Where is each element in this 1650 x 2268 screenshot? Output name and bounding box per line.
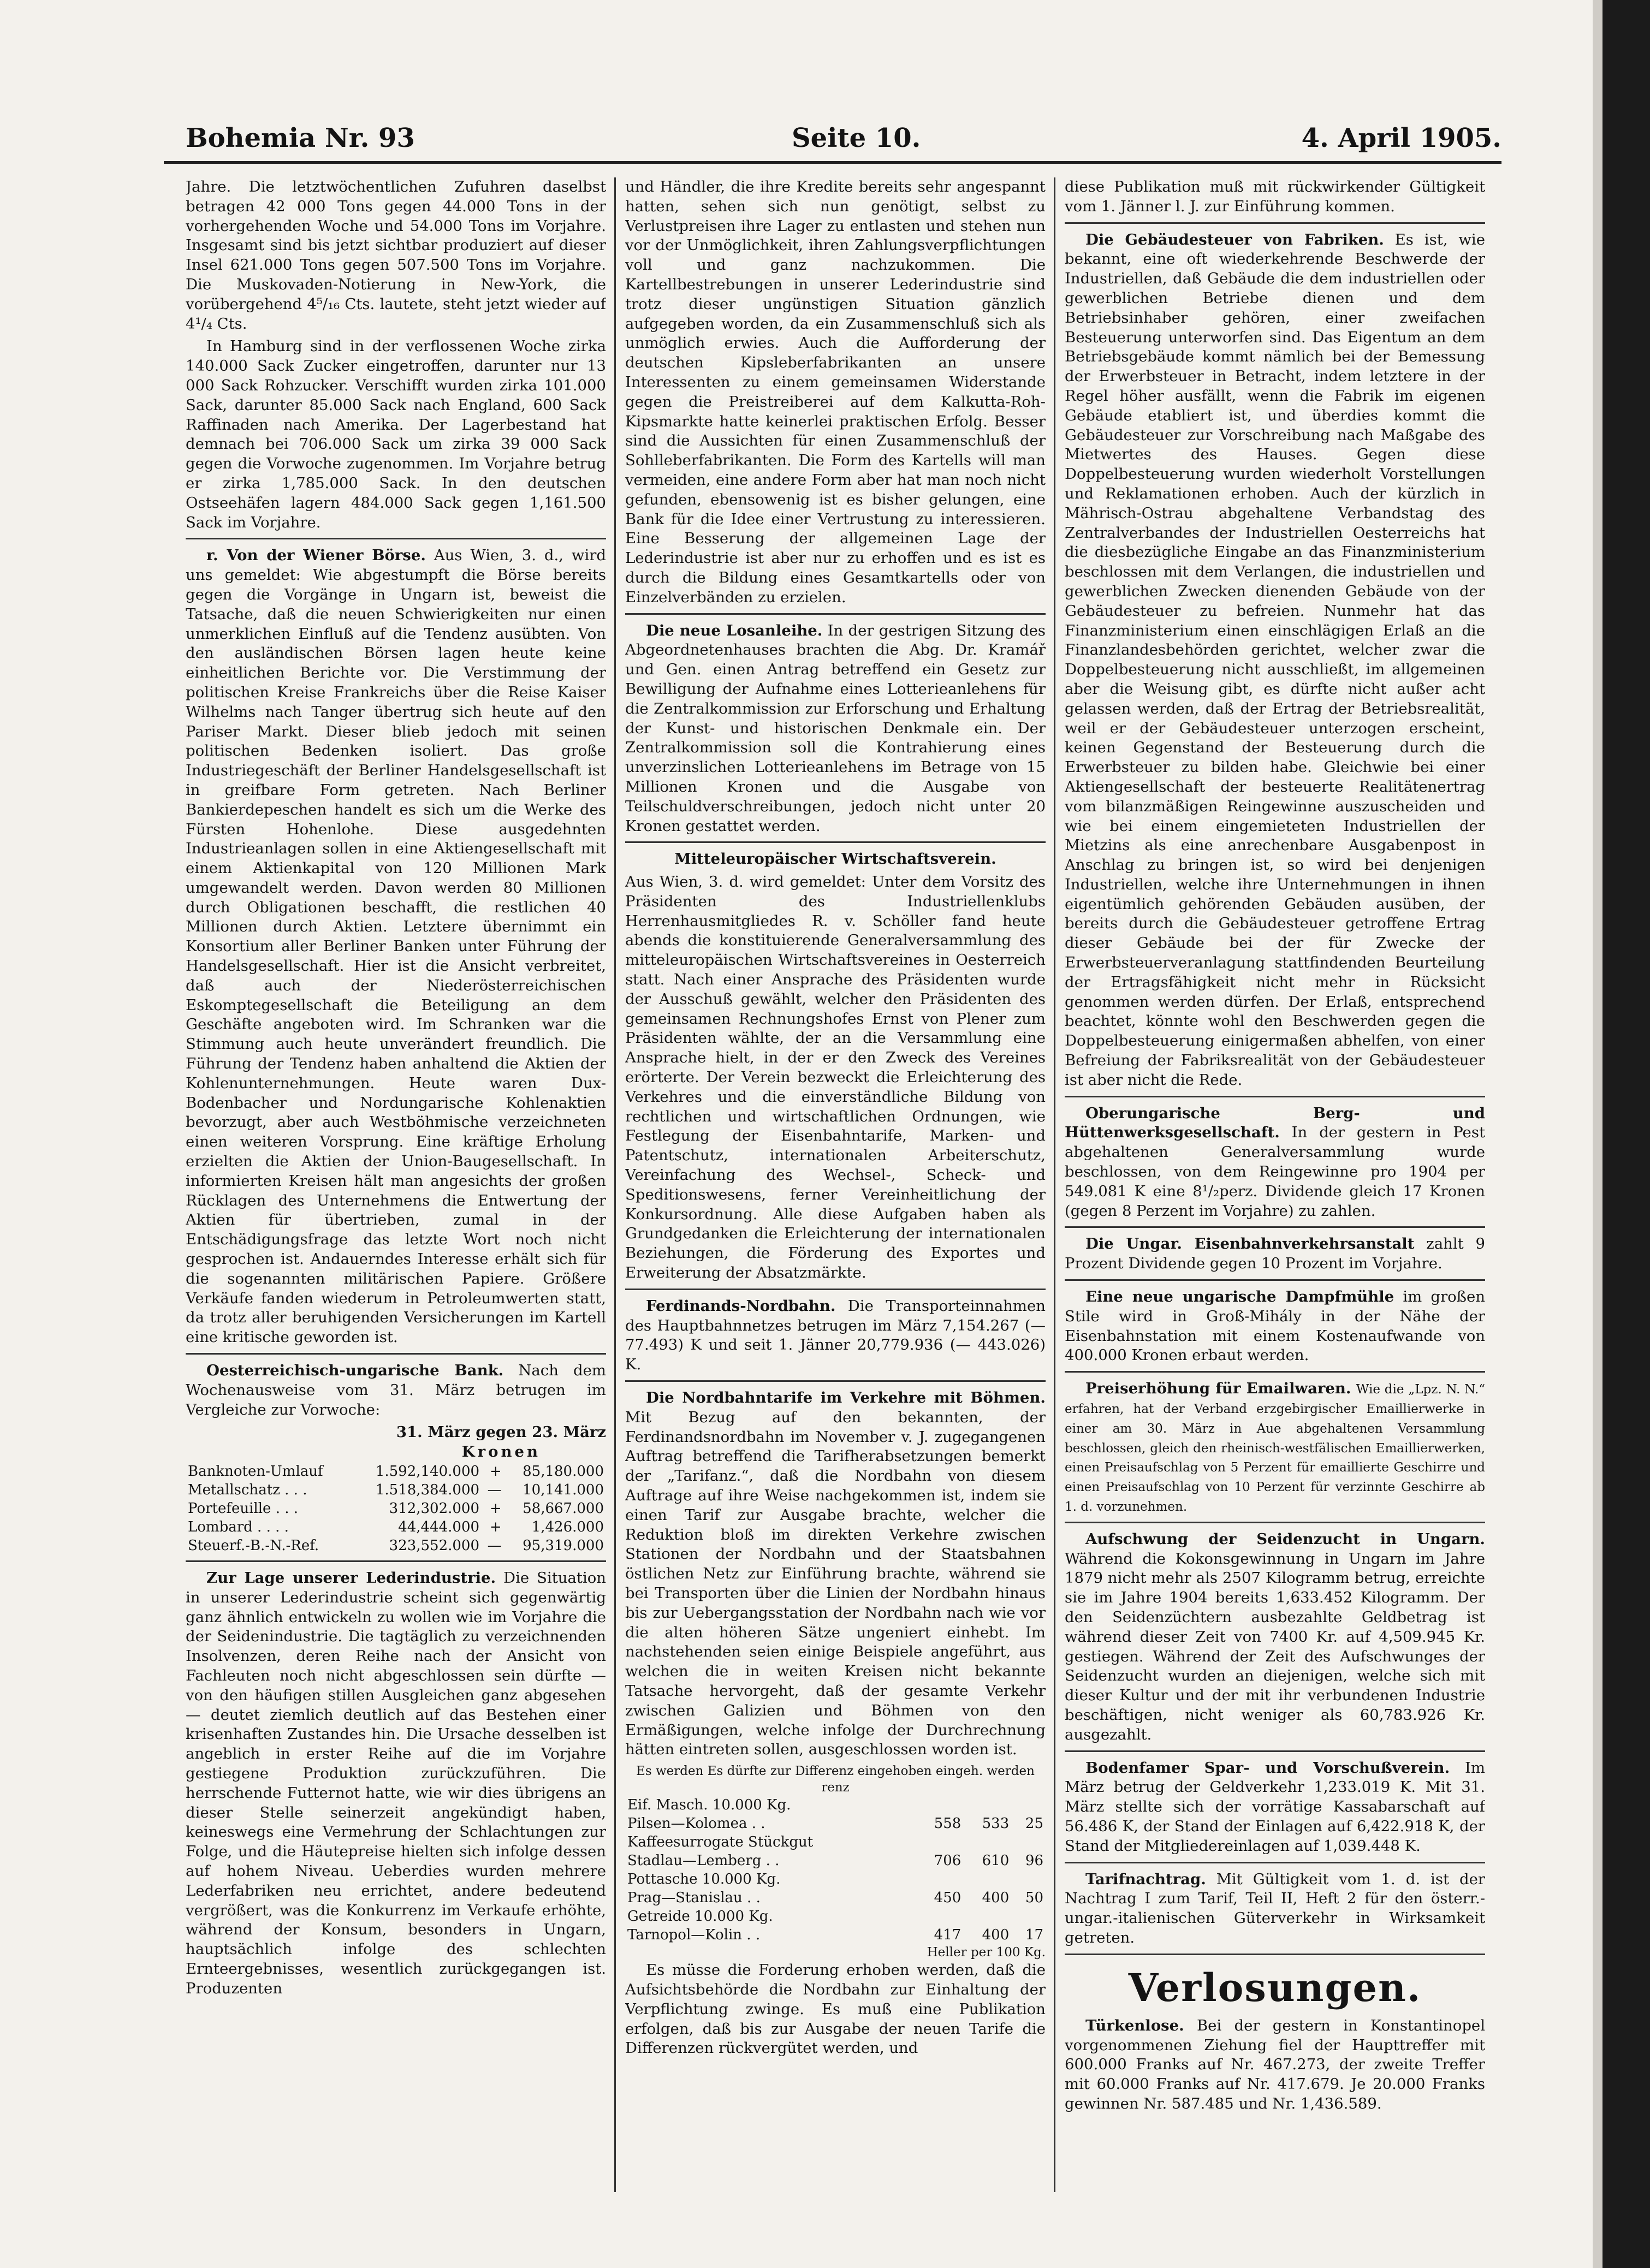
article-title: Die neue Losanleihe.	[646, 621, 823, 639]
cell: 400	[982, 1890, 1010, 1907]
article-body: Die Transporteinnahmen des Hauptbahnnetzes betrugen im März 7,154.267 (— 77.493) K und seit 1. Jänner 20,779.936 (— 443.026) K.	[625, 1297, 1046, 1374]
table-row	[186, 1499, 606, 1518]
bank-table-header: 31. März gegen 23. März	[396, 1423, 606, 1441]
article-body: im großen Stile wird in Groß-Mihály in der Nähe der Eisenbahnstation mit einem Kostenaufwande von 400.000 Kronen erbaut werden.	[1065, 1288, 1485, 1364]
newspaper-page	[164, 117, 1501, 2192]
article-body: Aus Wien, 3. d., wird uns gemeldet: Wie abgestumpft die Börse bereits gegen die Vorgänge in Ungarn ist, beweist die Tatsache, daß die neuen Schwierigkeiten nur einen unmerklichen Einfluß auf die Tendenz ausübten. Von den ausländischen Börsen lagen heute keine einheitlichen Berichte vor. Die Verstimmung der politischen Kreise Frankreichs über die Reise Kaiser Wilhelms nach Tanger übertrug sich heute auf den Pariser Markt. Dieser blieb jedoch mit seinen politischen Bedenken isoliert. Das große Industriegeschäft der Berliner Handelsgesellschaft ist in greifbare Form getreten. Nach Berliner Bankierdepeschen handelt es sich um die Werke des Fürsten Hohenlohe. Diese ausgedehnten Industrieanlagen sollen in eine Aktiengesellschaft mit einem Aktienkapital von 120 Millionen Mark umgewandelt werden. Davon werden 80 Millionen durch Obligationen beschafft, die restlichen 40 Millionen durch Aktien. Letztere übernimmt ein Konsortium aller Berliner Banken unter Führung der Handelsgesellschaft. Hier ist die Ansicht verbreitet, daß auch der Niederösterreichischen Eskomptegesellschaft die Beteiligung an dem Geschäfte angeboten wird. Im Schranken war die Stimmung auch heute unverändert freundlich. Die Führung der Tendenz haben anhaltend die Aktien der Kohlenunternehmungen. Heute waren Dux-Bodenbacher und Nordungarische Kohlenaktien bevorzugt, aber auch Westböhmische verzeichneten einen weiteren Vorsprung. Eine kräftige Erholung erzielten die Aktien der Union-Baugesellschaft. In informierten Kreisen hält man angesichts der großen Rücklagen des Unternehmens die Entwertung der Aktien für übertrieben, zumal in der Entschädigungsfrage das letzte Wort noch nicht gesprochen ist. Andauerndes Interesse erhält sich für die sogenannten militärischen Papiere. Größere Verkäufe fanden wiederum in Petroleumwerten statt, da trotz aller beruhigenden Versicherungen im Kartell eine kritische geworden ist.	[186, 547, 606, 1346]
article-body: Während die Kokonsgewinnung in Ungarn im Jahre 1879 nicht mehr als 2507 Kilogramm betrug, erreichte sie im Jahre 1904 bereits 1,633.452 Kilogramm. Der den Seidenzüchtern ausbezahlte Geldbetrag ist während dieser Zeit von 7400 Kr. auf 4,509.945 Kr. gestiegen. Während der Zeit des Aufschwunges der Seidenzucht wurden an diejenigen, welche sich mit dieser Kultur und der mit ihr verbundenen Industrie beschäftigen, nicht weniger als 60,783.926 Kr. ausgezahlt.	[1065, 1549, 1485, 1743]
row-value: 1.592,140.000	[375, 1463, 480, 1480]
row-sign: —	[487, 1482, 502, 1498]
issue-date: 4. April 1905.	[1301, 123, 1501, 153]
article-title: Die Gebäudesteuer von Fabriken.	[1085, 230, 1384, 248]
row-value: 44,444.000	[398, 1519, 480, 1535]
paragraph: diese Publikation muß mit rückwirkender Gültigkeit vom 1. Jänner l. J. zur Einführung kommen.	[1065, 178, 1485, 215]
divider	[1065, 1096, 1485, 1097]
cell	[963, 1796, 1011, 1814]
table-row	[625, 1926, 1046, 1944]
article	[1065, 1287, 1485, 1365]
cell: 610	[982, 1853, 1010, 1869]
table-row	[625, 1833, 1046, 1851]
row-change: 1,426.000	[531, 1519, 604, 1535]
row-label: Eif. Masch. 10.000 Kg.	[627, 1797, 791, 1814]
article-title: Preiserhöhung für Emailwaren.	[1085, 1380, 1351, 1398]
divider	[1065, 222, 1485, 224]
cell: 96	[1025, 1853, 1043, 1869]
row-label: Lombard . . . .	[188, 1519, 289, 1535]
table-row	[625, 1814, 1046, 1833]
row-label: Prag—Stanislau . .	[627, 1890, 761, 1907]
table-row	[625, 1870, 1046, 1889]
article	[1065, 1530, 1485, 1745]
article-body: In der gestern in Pest abgehaltenen Generalversammlung wurde beschlossen, von dem Reingewinne pro 1904 per 549.081 K eine 8¹/₂perz. Dividende gleich 17 Kronen (gegen 8 Perzent im Vorjahre) zu zahlen.	[1065, 1124, 1485, 1220]
article-title: Türkenlose.	[1085, 2016, 1184, 2034]
article-body: Mit Gültigkeit vom 1. d. ist der Nachtrag I zum Tarif, Teil II, Heft 2 für den österr.-ungar.-italienischen Güterverkehr in Wirksamkeit getreten.	[1065, 1870, 1485, 1946]
row-sign: +	[489, 1500, 502, 1517]
row-sign: +	[489, 1463, 502, 1480]
row-change: 95,319.000	[523, 1537, 604, 1554]
column-rule	[1054, 177, 1055, 2192]
column-rule	[614, 177, 616, 2192]
tarif-table-header: Es werden Es dürfte zur Differenz eingehoben eingeh. werden renz	[636, 1764, 1035, 1795]
article-body: Im März betrug der Geldverkehr 1,233.019 K. Mit 31. März stellte sich der vorrätige Kassabarschaft auf 56.486 K, der Stand der Einlagen auf 6,422.918 K, der Stand der Mitgliedereinlagen auf 1,039.448 K.	[1065, 1759, 1485, 1855]
publication-name: Bohemia Nr. 93	[186, 123, 415, 153]
article-body: In der gestrigen Sitzung des Abgeordnetenhauses brachten die Abg. Dr. Kramář und Gen. einen Antrag betreffend ein Gesetz zur Bewilligung der Aufnahme eines Lotterieanlehens für die Zentralkommission zur Erforschung und Erhaltung der Kunst- und historischen Denkmale ein. Der Zentralkommission soll die Kontrahierung eines unverzinslichen Lotterieanlehens im Betrage von 15 Millionen Kronen und die Ausgabe von Teilschuldverschreibungen, jedoch nicht unter 20 Kronen gestattet werden.	[625, 621, 1046, 835]
cell	[915, 1907, 963, 1926]
cell	[963, 1907, 1011, 1926]
row-label: Steuerf.-B.-N.-Ref.	[188, 1537, 319, 1554]
paragraph: Es müsse die Forderung erhoben werden, daß die Aufsichtsbehörde die Nordbahn zur Einhaltung der Verpflichtung zwinge. Es muß eine Publikation erfolgen, daß bis zur Ausgabe der neuen Tarife die Differenzen rückvergütet werden, und	[625, 1961, 1046, 2057]
row-label: Metallschatz . . .	[188, 1482, 307, 1498]
cell	[1011, 1833, 1046, 1851]
cell: 17	[1025, 1927, 1043, 1944]
divider	[1065, 1954, 1485, 1955]
cell	[1011, 1796, 1046, 1814]
row-value: 1.518,384.000	[375, 1482, 480, 1498]
article-body: Wie die „Lpz. N. N.“ erfahren, hat der Verband erzgebirgischer Emaillierwerke in einer am 30. März in Aue abgehaltenen Versammlung beschlossen, gleich den rheinisch-westfälischen Emaillierwerken, einen Preisaufschlag von 5 Perzent für emaillierte Geschirre und einen Preisaufschlag von 10 Perzent für verzinnte Geschirre ab 1. d. vorzunehmen.	[1065, 1382, 1485, 1514]
page-number: Seite 10.	[792, 123, 921, 153]
cell	[1011, 1907, 1046, 1926]
article	[186, 1569, 606, 1999]
article	[1065, 1759, 1485, 1856]
bank-table	[186, 1462, 606, 1555]
divider	[1065, 1862, 1485, 1863]
row-label: Stadlau—Lemberg . .	[627, 1853, 780, 1869]
article-body: Die Situation in unserer Lederindustrie scheint sich gegenwärtig ganz ähnlich entwickeln zu wollen wie im Vorjahre die der Seidenindustrie. Die tagtäglich zu verzeichnenden Insolvenzen, deren Reihe nach der Ansicht von Fachleuten noch nicht abgeschlossen sein dürfte — von den häufigen stillen Ausgleichen ganz abgesehen — deutet ziemlich deutlich auf das Bestehen einer krisenhaften Zustandes hin. Die Ursache desselben ist angeblich in erster Reihe auf die im Vorjahre gestiegene Produktion zurückzuführen. Die herrschende Futternot hatte, wie wir dies übrigens an dieser Stelle seinerzeit angekündigt haben, keineswegs eine Vermehrung der Schlachtungen zur Folge, und die Häutepreise hielten sich infolge dessen auf hohem Niveau. Ueberdies wurden mehrere Lederfabriken neu errichtet, andere bedeutend vergrößert, was die Konkurrenz im Verkaufe erhöhte, während der Konsum, besonders in Ungarn, hauptsächlich infolge des schlechten Ernteergebnisses, wesentlich zurückgegangen ist. Produzenten	[186, 1569, 606, 1997]
column-2	[625, 177, 1046, 2192]
table-row	[625, 1851, 1046, 1870]
table-row	[186, 1518, 606, 1536]
article-body: Mit Bezug auf den bekannten, der Ferdinandsnordbahn im November v. J. zugegangenen Auftrag betreffend die Tarifherabsetzungen bemerkt der „Tarifanz.“, daß die Nordbahn von diesem Auftrage auf ihre Weise nachgekommen ist, indem sie einen Tarif zur Ausgabe brachte, welcher die Reduktion bloß im direkten Verkehre zwischen Stationen der Nordbahn und der Staatsbahnen östlichen Netz zur Einführung brachte, während sie bei Transporten über die Linien der Nordbahn hinaus bis zur Uebergangsstation der Nordbahn nach wie vor die alten höheren Sätze ungeniert einhebt. Im nachstehenden seien einige Beispiele angeführt, aus welchen die in weiten Kreisen nicht bekannte Tatsache hervorgeht, daß der gesamte Verkehr zwischen Galizien und Böhmen von den Ermäßigungen, welche infolge der Durchrechnung hätten eintreten sollen, ausgeschlossen worden ist.	[625, 1408, 1046, 1759]
row-label: Tarnopol—Kolin . .	[627, 1927, 761, 1944]
article	[186, 1361, 606, 1420]
row-label: Getreide 10.000 Kg.	[627, 1908, 773, 1925]
divider	[186, 538, 606, 539]
article	[1065, 1104, 1485, 1221]
table-row	[186, 1481, 606, 1499]
paragraph: In Hamburg sind in der verflossenen Woche zirka 140.000 Sack Zucker eingetroffen, darunter nur 13 000 Sack Rohzucker. Verschifft wurden zirka 101.000 Sack, darunter 85.000 Sack nach England, 600 Sack Raffinaden nach Amerika. Der Lagerbestand hat demnach bei 706.000 Sack um zirka 39 000 Sack gegen die Vorwoche zugenommen. Im Vorjahre betrug er zirka 1,785.000 Sack. In den deutschen Ostseehäfen lagern 484.000 Sack gegen 1,161.500 Sack im Vorjahre.	[186, 337, 606, 531]
cell: 400	[982, 1927, 1010, 1944]
cell	[915, 1833, 963, 1851]
cell: 50	[1025, 1890, 1043, 1907]
article-title: Oesterreichisch-ungarische Bank.	[206, 1362, 504, 1380]
divider	[1065, 1750, 1485, 1752]
divider	[1065, 1522, 1485, 1523]
cell	[1011, 1870, 1046, 1889]
article	[625, 1388, 1046, 1760]
article	[625, 621, 1046, 836]
row-value: 323,552.000	[389, 1537, 480, 1554]
divider	[186, 1353, 606, 1355]
cell: 706	[934, 1853, 961, 1869]
row-value: 312,302.000	[389, 1500, 480, 1517]
article-body: Es ist, wie bekannt, eine oft wiederkehrende Beschwerde der Industriellen, daß Gebäude die dem industriellen oder gewerblichen Betriebe dienen und dem Betriebsinhaber gehören, einer zweifachen Besteuerung unterworfen sind. Das Eigentum an dem Betriebsgebäude kommt nämlich bei der Bemessung der Erwerbsteuer in Betracht, indem letztere in der Regel höher ausfällt, wenn die Fabrik im eigenen Gebäude etabliert ist, und überdies kommt die Gebäudesteuer zur Vorschreibung nach Maßgabe des Mietwertes des Hauses. Gegen diese Doppelbesteuerung wurden wiederholt Vorstellungen und Reklamationen erhoben. Auch der kürzlich in Mährisch-Ostrau abgehaltene Verbandstag des Zentralverbandes der Industriellen Oesterreichs hat die diesbezügliche Eingabe an das Finanzministerium beschlossen mit dem Verlangen, die industriellen und gewerblichen Zwecken dienenden Gebäude von der Gebäudesteuer zu befreien. Nunmehr hat das Finanzministerium einen einschlägigen Erlaß an die Finanzlandesbehörden gerichtet, welcher zwar die Doppelbesteuerung nicht ausschließt, im allgemeinen aber die Weisung gibt, es dürfte nicht außer acht gelassen werden, daß der Ertrag der Betriebsrealität, weil er der Gebäudesteuer unterzogen erscheint, keinen Gegenstand der Besteuerung durch die Erwerbsteuer zu bilden habe. Gleichwie bei einer Aktiengesellschaft der besteuerte Realitätenertrag vom bilanzmäßigen Reingewinne auszuscheiden und wie bei einem eingemieteten Industriellen der Mietzins als eine anrechenbare Ausgabenpost in Anschlag zu bringen ist, so wird bei denjenigen Industriellen, welche ihre Unternehmungen in ihnen eigentümlich gehörenden Gebäuden ausüben, der bereits durch die Gebäudesteuer getroffene Ertrag dieser Gebäude bei der für Zwecke der Erwerbsteuerveranlagung stattfindenden Beurteilung der Ertragsfähigkeit nicht mehr in Rücksicht genommen werden dürfen. Der Erlaß, entsprechend beachtet, könnte wohl den Beschwerden gegen die Doppelbesteuerung einigermaßen abhelfen, von einer Befreiung der Fabriksrealität von der Gebäudesteuer ist aber nicht die Rede.	[1065, 230, 1485, 1089]
row-label: Portefeuille . . .	[188, 1500, 299, 1517]
article-title: Aufschwung der Seidenzucht in Ungarn.	[1085, 1530, 1485, 1548]
section-heading: Verlosungen.	[1128, 1964, 1422, 2010]
article	[1065, 1379, 1485, 1516]
cell: 450	[934, 1890, 961, 1907]
article	[1065, 230, 1485, 1090]
row-label: Pilsen—Kolomea . .	[627, 1815, 765, 1832]
cell: 25	[1025, 1815, 1043, 1832]
cell: 533	[982, 1815, 1010, 1832]
article-title: Tarifnachtrag.	[1085, 1870, 1206, 1888]
article-body: Nach dem Wochenausweise vom 31. März betrugen im Vergleiche zur Vorwoche:	[186, 1362, 606, 1418]
row-sign: —	[487, 1537, 502, 1554]
paragraph: Jahre. Die letztwöchentlichen Zufuhren daselbst betragen 42 000 Tons gegen 44.000 Tons in der vorhergehenden Woche und 54.000 Tons im Vorjahre. Insgesamt sind bis jetzt sichtbar produziert auf dieser Insel 621.000 Tons gegen 507.500 Tons im Vorjahre. Die Muskovaden-Notierung in New-York, die vorübergehend 4⁵/₁₆ Cts. lautete, steht jetzt wieder auf 4¹/₄ Cts.	[186, 178, 606, 333]
table-row	[625, 1889, 1046, 1907]
cell	[963, 1833, 1011, 1851]
article-title: Zur Lage unserer Lederindustrie.	[206, 1569, 496, 1587]
column-1	[186, 177, 606, 2192]
article-title: Eine neue ungarische Dampfmühle	[1085, 1288, 1394, 1306]
article	[1065, 1234, 1485, 1274]
table-row	[186, 1462, 606, 1481]
article	[1065, 1870, 1485, 1948]
divider	[186, 1560, 606, 1562]
cell	[963, 1870, 1011, 1889]
paragraph: und Händler, die ihre Kredite bereits sehr angespannt hatten, sehen sich nun genötigt, selbst zu Verlustpreisen ihre Lager zu entlasten und stehen nun vor der Unmöglichkeit, ihren Zahlungsverpflichtungen voll und ganz nachzukommen. Die Kartellbestrebungen in unserer Lederindustrie sind trotz dieser ungünstigen Situation gänzlich aufgegeben worden, da ein Zusammenschluß sich als unmöglich erwies. Auch die Aufforderung der deutschen Kipsleberfabrikanten an unsere Interessenten zu einem gemeinsamen Widerstande gegen die Preistreiberei auf dem Kalkutta-Roh-Kipsmarkte hatte keinerlei praktischen Erfolg. Besser sind die Aussichten für einen Zusammenschluß der Sohlleberfabrikanten. Die Form des Kartells will man vermeiden, eine andere Form aber hat man noch nicht gefunden, ebensowenig ist es bisher gelungen, eine Bank für die Idee einer Vertrustung zu interessieren. Eine Besserung der allgemeinen Lage der Lederindustrie ist aber nur zu erhoffen und es ist es durch die Bildung eines Gesamtkartells oder von Einzelverbänden zu erzielen.	[625, 178, 1046, 606]
divider	[625, 1380, 1046, 1382]
table-row	[625, 1796, 1046, 1814]
article	[625, 1297, 1046, 1375]
bank-table-unit: Kronen	[461, 1443, 541, 1461]
column-3	[1065, 177, 1485, 2192]
row-label: Kaffeesurrogate Stückgut	[627, 1834, 814, 1851]
article-title: Die Ungar. Eisenbahnverkehrsanstalt	[1085, 1235, 1415, 1253]
row-change: 10,141.000	[523, 1482, 604, 1498]
cell: 558	[934, 1815, 961, 1832]
article-title: Oberungarische Berg- und Hüttenwerksgesellschaft.	[1065, 1104, 1485, 1142]
tarif-table	[625, 1796, 1046, 1944]
row-change: 85,180.000	[523, 1463, 604, 1480]
row-label: Banknoten-Umlauf	[188, 1463, 323, 1480]
article-title: Mitteleuropäischer Wirtschaftsverein.	[674, 850, 996, 868]
divider	[625, 613, 1046, 615]
article-title: Bodenfamer Spar- und Vorschußverein.	[1085, 1759, 1450, 1777]
tarif-unit: Heller per 100 Kg.	[927, 1945, 1046, 1960]
scan-border	[1602, 0, 1650, 2268]
table-row	[186, 1536, 606, 1555]
divider	[625, 1289, 1046, 1290]
article-body: Bei der gestern in Konstantinopel vorgenommenen Ziehung fiel der Haupttreffer mit 600.000 Franks auf Nr. 467.273, der zweite Treffer mit 60.000 Franks auf Nr. 417.679. Je 20.000 Franks gewinnen Nr. 587.485 und Nr. 1,436.589.	[1065, 2016, 1485, 2112]
row-sign: +	[489, 1519, 502, 1535]
table-row	[625, 1907, 1046, 1926]
row-label: Pottasche 10.000 Kg.	[627, 1871, 781, 1888]
article-title: Ferdinands-Nordbahn.	[646, 1297, 836, 1315]
article-body: zahlt 9 Prozent Dividende gegen 10 Prozent im Vorjahre.	[1065, 1235, 1485, 1273]
article	[186, 546, 606, 1347]
cell	[915, 1870, 963, 1889]
article-title: Die Nordbahntarife im Verkehre mit Böhmen.	[646, 1389, 1046, 1407]
cell: 417	[934, 1927, 961, 1944]
article-title: r. Von der Wiener Börse.	[206, 547, 426, 565]
article-body: Aus Wien, 3. d. wird gemeldet: Unter dem Vorsitz des Präsidenten des Industriellenklubs Herrenhausmitgliedes R. v. Schöller fand heute abends die konstituierende Generalversammlung des mitteleuropäischen Wirtschaftsvereines in Oesterreich statt. Nach einer Ansprache des Präsidenten wurde der Ausschuß gewählt, welcher den Präsidenten des gemeinsamen Rechnungshofes Ernst von Plener zum Präsidenten wählte, der an die Versammlung eine Ansprache hielt, in der er den Zweck des Vereines erörterte. Der Verein bezweckt die Erleichterung des Verkehres und die einverständliche Bildung von rechtlichen und wirtschaftlichen Ordnungen, wie Festlegung der Eisenbahntarife, Marken- und Patentschutz, internationalen Arbeiterschutz, Vereinfachung des Wechsel-, Scheck- und Speditionswesens, ferner Vereinheitlichung der Konkursordnung. Alle diese Aufgaben haben als Grundgedanken die Erleichterung der internationalen Beziehungen, die Förderung des Exportes und Erweiterung der Absatzmärkte.	[625, 873, 1046, 1282]
row-change: 58,667.000	[523, 1500, 604, 1517]
divider	[1065, 1226, 1485, 1228]
article	[1065, 2016, 1485, 2114]
page-header	[164, 117, 1501, 164]
divider	[1065, 1279, 1485, 1281]
divider	[1065, 1371, 1485, 1373]
divider	[625, 841, 1046, 843]
cell	[915, 1796, 963, 1814]
